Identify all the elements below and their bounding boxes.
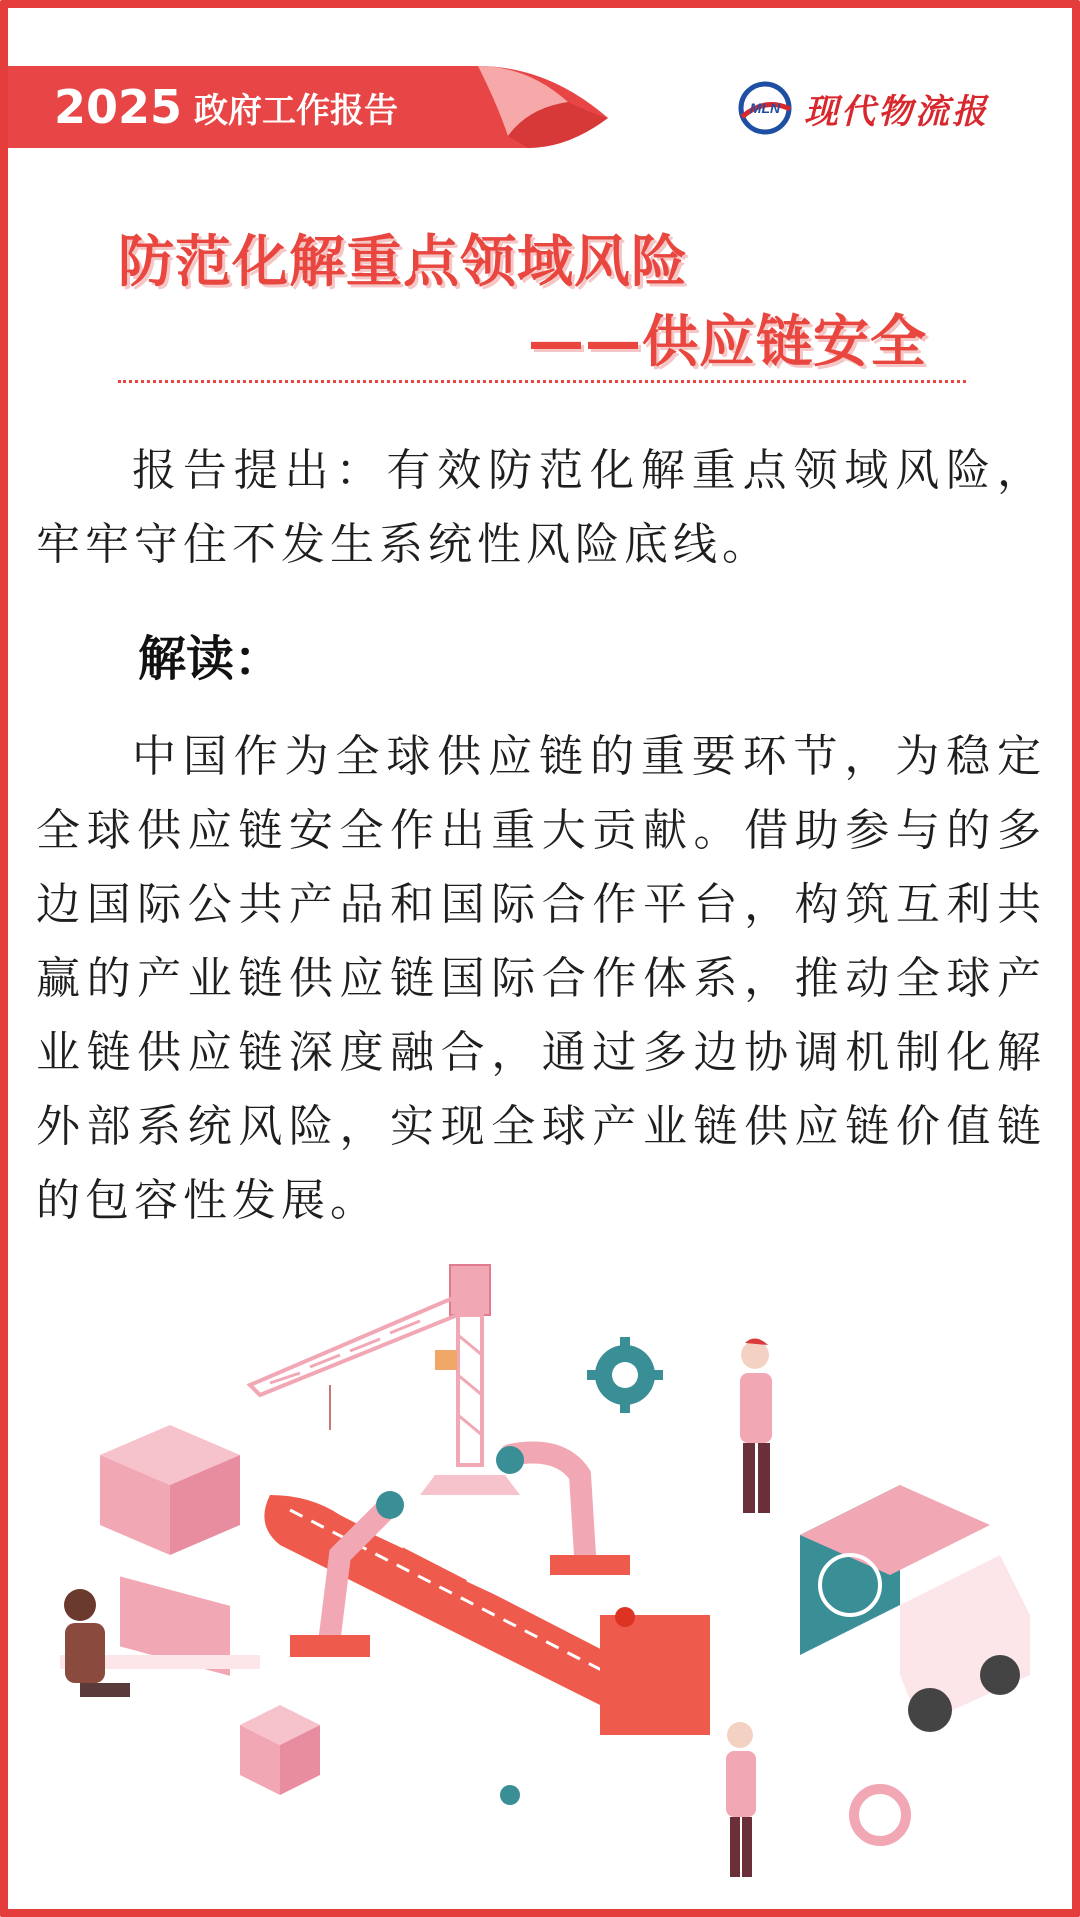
dotted-divider [118,380,966,383]
small-gear-icon [500,1785,520,1805]
logo-mark-text: MLN [749,100,781,116]
supply-chain-illustration [40,1255,1040,1895]
report-paragraph: 报告提出：有效防范化解重点领域风险，牢牢守住不发生系统性风险底线。 [36,445,1046,570]
interpretation-paragraph: 中国作为全球供应链的重要环节，为稳定全球供应链安全作出重大贡献。借助参与的多边国际公共产品和国际合作平台，构筑互利共赢的产业链供应链国际合作体系，推动全球产业链供应链深度融合，通过多边协调机制化解外部系统风险，实现全球产业链供应链价值链的包容性发展。 [36,731,1046,1226]
report-year: 2025 [54,80,183,134]
newspaper-logo [736,78,989,138]
logo-name: 现代物流报 [804,91,989,132]
headline-line-1: 防范化解重点领域风险 [118,230,688,295]
report-title: 政府工作报告 [194,90,399,131]
mln-globe-icon [736,79,794,137]
crane-icon [250,1265,520,1495]
headline-line-2: ——供应链安全 [528,310,927,375]
warehouse-worker-icon [726,1338,772,1877]
pink-gear-icon [854,1789,906,1841]
header-ribbon [8,66,618,148]
office-worker-icon [60,1576,260,1697]
delivery-truck-icon [800,1485,1030,1732]
interpretation-heading: 解读： [138,631,283,687]
gear-icon [587,1337,663,1413]
